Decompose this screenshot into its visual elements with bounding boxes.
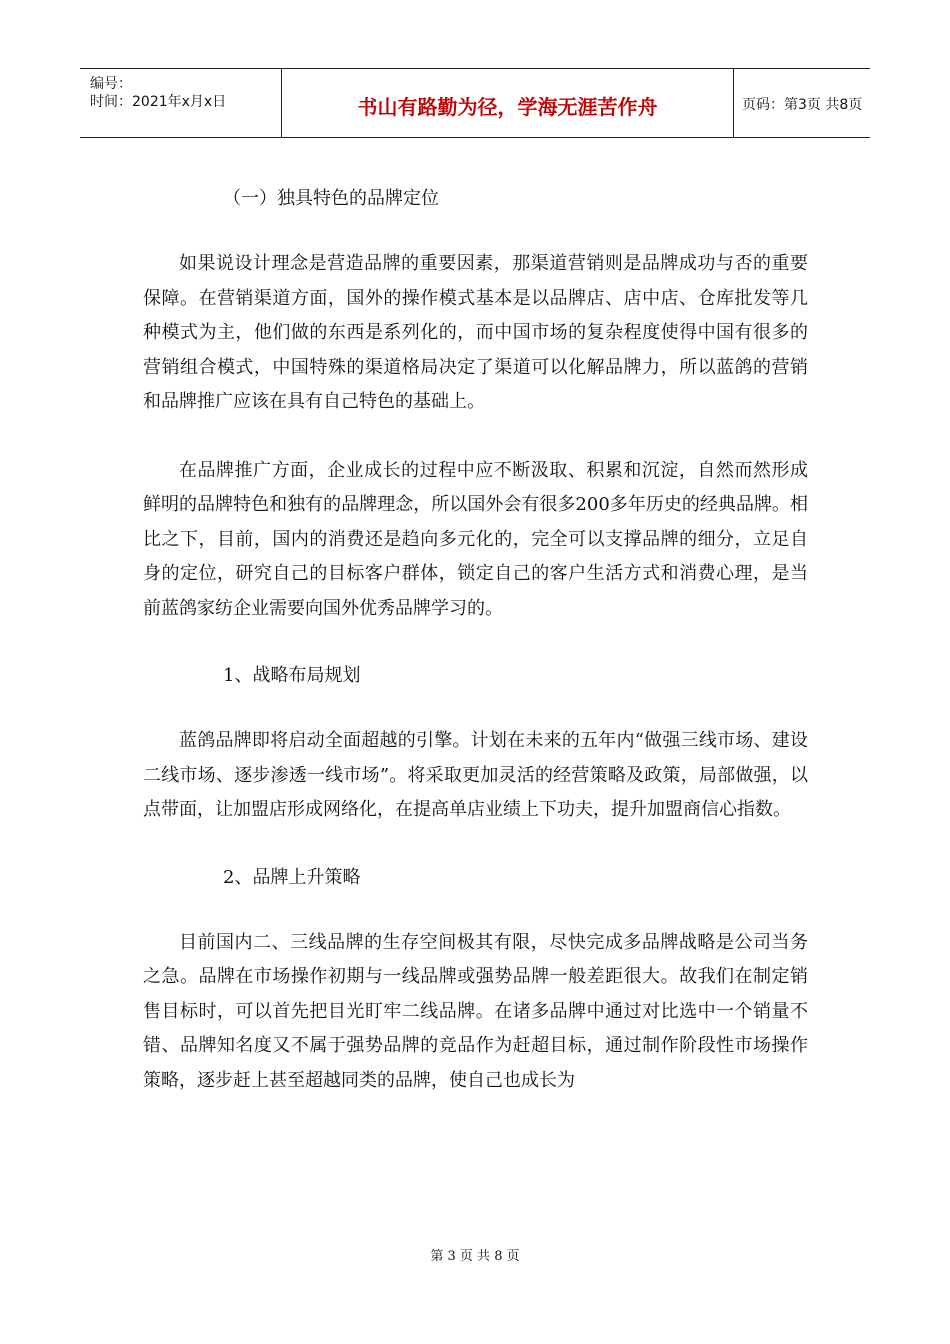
document-body xyxy=(143,183,808,1132)
page-footer: 第 3 页 共 8 页 xyxy=(430,1249,520,1264)
document-time-label: 时间：2021年x月x日 xyxy=(90,94,227,110)
header-page-cell xyxy=(734,69,870,137)
body-paragraph: 如果说设计理念是营造品牌的重要因素，那渠道营销则是品牌成功与否的重要保障。在营销渠道方面，国外的操作模式基本是以品牌店、店中店、仓库批发等几种模式为主，他们做的东西是系列化的，而中国市场的复杂程度使得中国有很多的营销组合模式，中国特殊的渠道格局决定了渠道可以化解品牌力，所以蓝鸽的营销和品牌推广应该在具有自己特色的基础上。 xyxy=(143,253,808,412)
document-number-label: 编号： xyxy=(90,76,132,92)
header-page-code: 页码：第3页 共8页 xyxy=(742,97,863,113)
body-paragraph: 蓝鸽品牌即将启动全面超越的引擎。计划在未来的五年内“做强三线市场、建设二线市场、逐步渗透一线市场”。将采取更加灵活的经营策略及政策，局部做强，以点带面，让加盟店形成网络化，在提高单店业绩上下功夫，提升加盟商信心指数。 xyxy=(143,730,808,820)
body-paragraph: 目前国内二、三线品牌的生存空间极其有限，尽快完成多品牌战略是公司当务之急。品牌在市场操作初期与一线品牌或强势品牌一般差距很大。故我们在制定销售目标时，可以首先把目光盯牢二线品牌。在诸多品牌中通过对比选中一个销量不错、品牌知名度又不属于强势品牌的竞品作为赶超目标，通过制作阶段性市场操作策略，逐步赶上甚至超越同类的品牌，使自己也成长为 xyxy=(143,931,808,1091)
section-heading-brand-positioning: （一）独具特色的品牌定位 xyxy=(223,188,439,209)
header-motto: 书山有路勤为径，学海无涯苦作舟 xyxy=(357,95,658,119)
page-header xyxy=(80,68,870,138)
body-paragraph: 在品牌推广方面，企业成长的过程中应不断汲取、积累和沉淀，自然而然形成鲜明的品牌特色和独有的品牌理念，所以国外会有很多200多年历史的经典品牌。相比之下，目前，国内的消费还是趋向多元化的，完全可以支撑品牌的细分，立足自身的定位，研究自己的目标客户群体，锁定自己的客户生活方式和消费心理，是当前蓝鸽家纺企业需要向国外优秀品牌学习的。 xyxy=(143,459,808,619)
section-heading-strategy-layout: 1、战略布局规划 xyxy=(223,665,361,686)
header-meta-cell xyxy=(80,69,282,137)
header-motto-cell xyxy=(282,69,734,137)
section-heading-brand-rise: 2、品牌上升策略 xyxy=(223,866,361,888)
